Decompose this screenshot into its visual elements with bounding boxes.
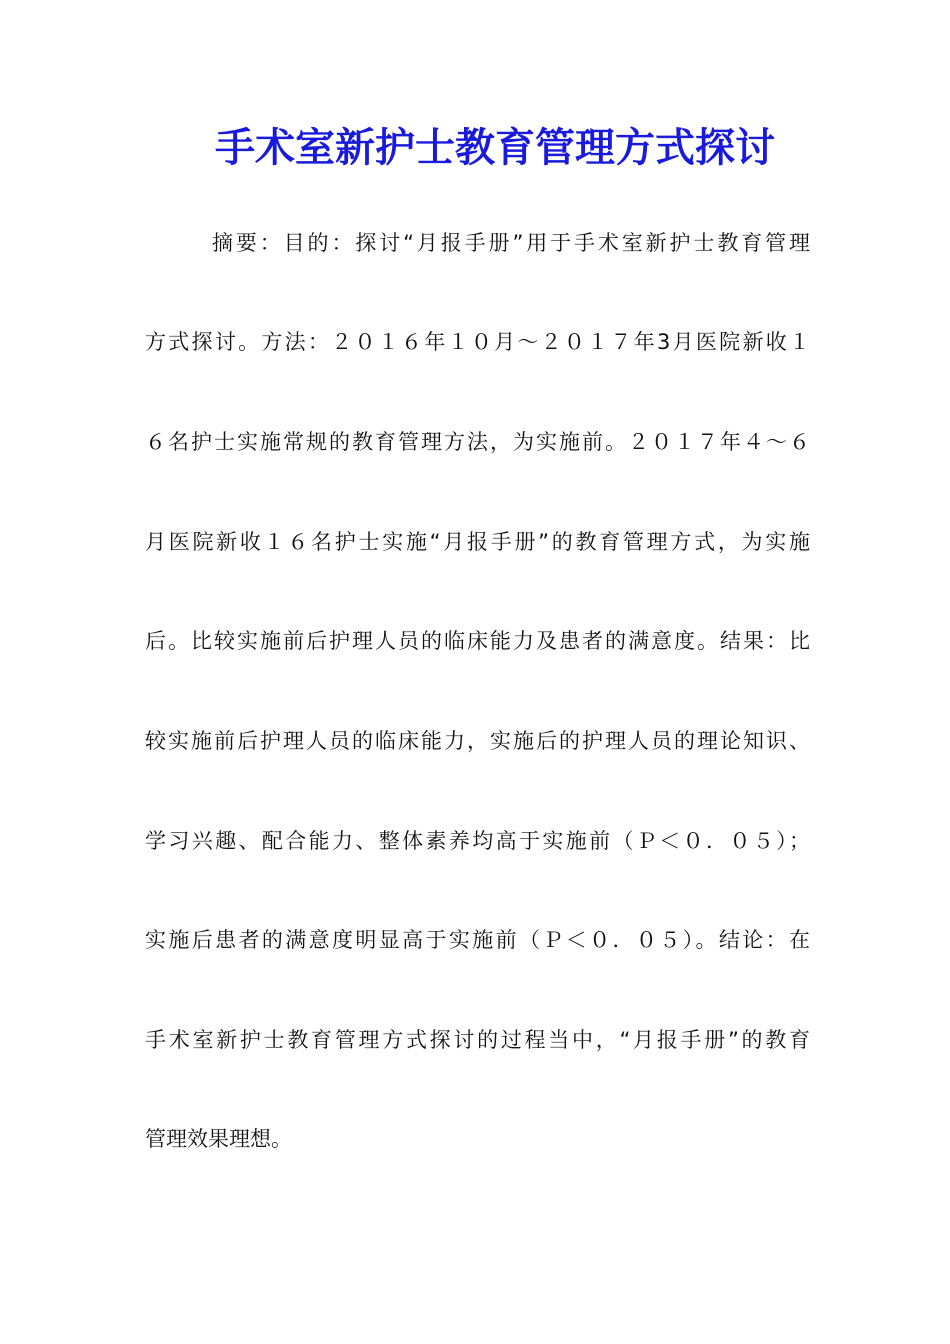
abstract-line-7: 学习兴趣、配合能力、整体素养均高于实施前（Ｐ＜０．０５）； — [145, 829, 810, 853]
document-title: 手术室新护士教育管理方式探讨 — [215, 124, 775, 171]
abstract-line-2: 方式探讨。方法：２０１６年１０月～２０１７年3月医院新收１ — [145, 330, 810, 354]
abstract-line-10: 管理效果理想。 — [145, 1127, 292, 1151]
abstract-line-1: 摘要：目的：探讨“月报手册”用于手术室新护士教育管理 — [212, 231, 810, 255]
abstract-line-9: 手术室新护士教育管理方式探讨的过程当中，“月报手册”的教育 — [145, 1028, 810, 1052]
abstract-line-4: 月医院新收１６名护士实施“月报手册”的教育管理方式，为实施 — [145, 530, 810, 554]
abstract-line-3: ６名护士实施常规的教育管理方法，为实施前。２０１７年４～６ — [145, 430, 810, 454]
abstract-line-5: 后。比较实施前后护理人员的临床能力及患者的满意度。结果：比 — [145, 629, 810, 653]
abstract-line-8: 实施后患者的满意度明显高于实施前（Ｐ＜０．０５）。结论：在 — [145, 928, 810, 952]
abstract-line-6: 较实施前后护理人员的临床能力，实施后的护理人员的理论知识、 — [145, 729, 810, 753]
